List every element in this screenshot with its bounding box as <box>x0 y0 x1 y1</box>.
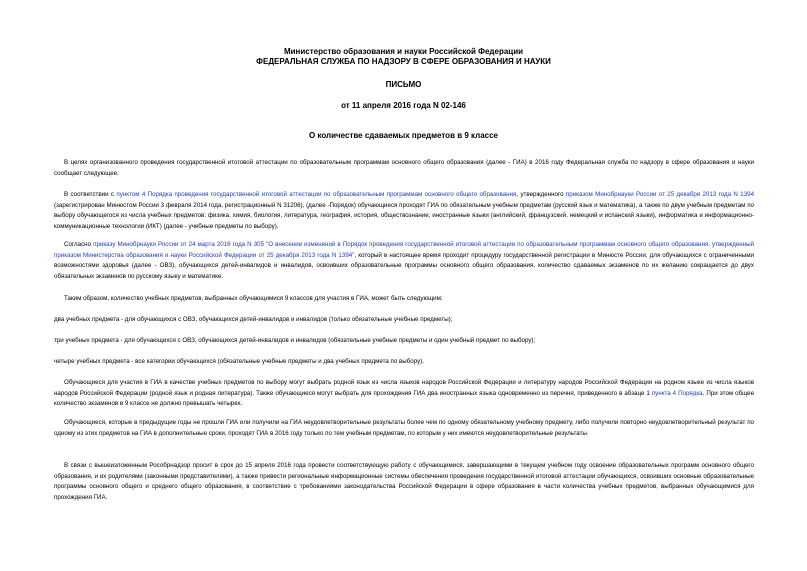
service-name: ФЕДЕРАЛЬНАЯ СЛУЖБА ПО НАДЗОРУ В СФЕРЕ ОБРАЗОВАНИЯ И НАУКИ <box>256 57 551 66</box>
paragraph-order <box>54 190 754 232</box>
paragraph-text: В соответствии с <box>64 191 117 198</box>
paragraph-text: . При этом общее количество экзаменов в 9 классе не должно превышать четырех. <box>54 389 755 408</box>
list-item-two-subjects: два учебных предмета - для обучающихся с ОВЗ, обучающихся детей-инвалидов и инвалидов (только обязательные учебные предметы); <box>54 316 453 323</box>
paragraph-intro: В целях организованного проведения государственной итоговой аттестации по образовательным программам основного общего образования (далее - ГИА) в 2016 году Федеральная служба по надзору в сфере образования и науки сообщает следующее. <box>54 159 754 177</box>
paragraph-summary: Таким образом, количество учебных предметов, выбранных обучающимися 9 классов для участия в ГИА, может быть следующим: <box>64 295 443 302</box>
paragraph-text: , который в настоящее время проходит процедуру государственной регистрации в Минюсте России, для обучающихся с ограниченными возможностями здоровья (далее - ОВЗ), обучающихся детей-инвалидов и инвалидов, освоивших образовательные программы основного общего образования, количество сдаваемых экзаменов по их желанию сокращается до двух обязательных экзаменов по русскому языку и математике. <box>54 251 754 280</box>
paragraph-text: , утвержденного <box>516 191 566 198</box>
list-item-four-subjects: четыре учебных предмета - все категории обучающихся (обязательные учебные предметы и два учебных предмета по выбору). <box>54 358 424 365</box>
paragraph-native-language <box>54 378 754 410</box>
paragraph-text: Обучающиеся для участия в ГИА в качестве учебных предметов по выбору могут выбрать родной язык из числа языков народов Российской Федерации и литературу народов Российской Федерации на родном языке из числа языков народов Российской Федерации (родной язык и родная литература). Также обучающиеся могут выбрать для прохождения ГИА два иностранных языка одновременно из перечня, приведенного в абзаце 1 <box>54 379 754 397</box>
paragraph-amendment <box>54 240 754 282</box>
link-order-1394[interactable]: приказом Минобрнауки России от 25 декабря 2013 года N 1394 <box>565 191 755 198</box>
link-order-305[interactable]: приказу Минобрнауки России от 24 марта 2016 года N 305 "О внесении изменений в Порядок проведения государственной итоговой аттестации по образовательным программам основного общего образования, утвержденный приказом Министерства образования и науки Российской Федерации от 25 декабря 2013 года N 1394" <box>54 241 754 259</box>
paragraph-request: В связи с вышеизложенным Рособрнадзор просит в срок до 15 апреля 2016 года провести соответствующую работу с обучающимися, завершающими в текущем учебном году освоение образовательных программ основного общего образования, и их родителями (законными представителями), а также привести региональные информационные системы обеспечения проведения государственной итоговой аттестации обучающихся, освоивших основные образовательные программы основного общего и среднего общего образования, в соответствие с требованиями законодательства Российской Федерации в сфере образования в части количества учебных предметов, выбранных обучающимися для прохождения ГИА. <box>54 462 754 501</box>
ministry-name: Министерство образования и науки Российской Федерации <box>283 47 524 56</box>
list-item-three-subjects: три учебных предмета - для обучающихся с ОВЗ, обучающихся детей-инвалидов и инвалидов (обязательные учебные предметы и один учебный предмет по выбору); <box>54 337 536 344</box>
document-type: ПИСЬМО <box>385 80 422 89</box>
paragraph-text: Согласно <box>64 241 94 248</box>
paragraph-text: (зарегистрирован Минюстом России 3 февраля 2014 года, регистрационный N 31206), (далее -Порядок) обучающиеся проходят ГИА по обязательным учебным предметам (русский язык и математика), а также по двум учебным предметам по выбору обучающегося из числа учебных предметов: физика, химия, биология, литература, география, история, обществознание, иностранные языки (английский, французский, немецкий и испанский языки), информатика и информационно-коммуникационные технологии (ИКТ) (далее - учебные предметы по выбору). <box>54 201 754 230</box>
link-procedure-item4[interactable]: пунктом 4 Порядка проведения государственной итоговой аттестации по образовательным программам основного общего образования <box>116 191 517 198</box>
link-procedure-item4-short[interactable]: пункта 4 Порядка <box>651 389 703 397</box>
document-date-number: от 11 апреля 2016 года N 02-146 <box>341 101 466 110</box>
paragraph-retake: Обучающиеся, которые в предыдущие годы не прошли ГИА или получили на ГИА неудовлетворительные результаты более чем по одному обязательному учебному предмету, либо получили повторно неудовлетворительный результат по одному из этих предметов на ГИА в дополнительные сроки, проходят ГИА в 2016 году только по тем учебным предметам, по которым у них имеются неудовлетворительные результаты. <box>54 419 754 437</box>
document-subject: О количестве сдаваемых предметов в 9 классе <box>308 131 498 140</box>
